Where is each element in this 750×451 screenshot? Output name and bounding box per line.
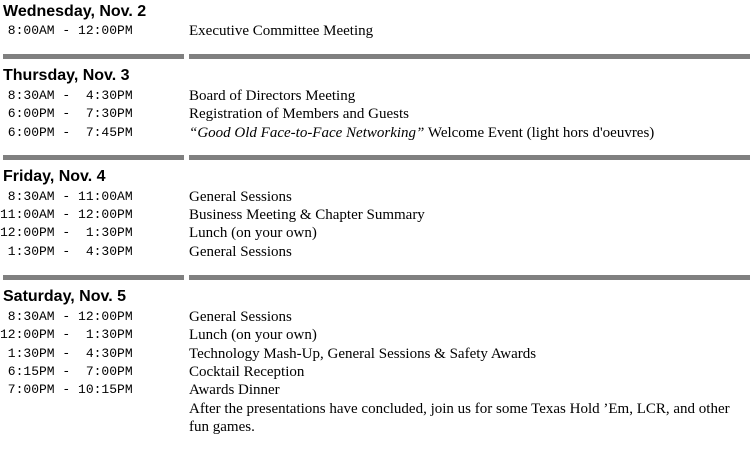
event-title: Cocktail Reception [189, 364, 305, 380]
event-title: Business Meeting & Chapter Summary [189, 207, 425, 223]
time-range: 8:30AM - 12:00PM [0, 309, 133, 324]
time-range: 1:30PM - 4:30PM [0, 244, 133, 259]
event-title: Awards Dinner [189, 382, 280, 398]
event-title: Lunch (on your own) [189, 327, 317, 343]
section-divider-right [189, 54, 750, 59]
day-heading-thursday: Thursday, Nov. 3 [3, 67, 130, 84]
time-range: 6:15PM - 7:00PM [0, 364, 133, 379]
time-range: 8:30AM - 11:00AM [0, 189, 133, 204]
section-divider-left [3, 155, 184, 160]
time-range: 12:00PM - 1:30PM [0, 225, 133, 240]
event-title-italic: “Good Old Face-to-Face Networking” [189, 125, 425, 141]
time-range: 8:00AM - 12:00PM [0, 23, 133, 38]
event-title: General Sessions [189, 309, 292, 325]
event-title: General Sessions [189, 244, 292, 260]
time-range: 11:00AM - 12:00PM [0, 207, 133, 222]
section-divider-left [3, 275, 184, 280]
section-divider-left [3, 54, 184, 59]
time-range: 1:30PM - 4:30PM [0, 346, 133, 361]
day-heading-wednesday: Wednesday, Nov. 2 [3, 3, 147, 20]
time-range: 6:00PM - 7:30PM [0, 106, 133, 121]
event-title: Registration of Members and Guests [189, 106, 409, 122]
event-title: Technology Mash-Up, General Sessions & Safety Awards [189, 346, 537, 362]
event-title: Board of Directors Meeting [189, 88, 356, 104]
time-range: 7:00PM - 10:15PM [0, 382, 133, 397]
section-divider-right [189, 275, 750, 280]
event-note: After the presentations have concluded, join us for some Texas Hold ’Em, LCR, and other fun games. [189, 401, 730, 435]
time-range: 12:00PM - 1:30PM [0, 327, 133, 342]
event-title-rest: Welcome Event (light hors d'oeuvres) [424, 125, 655, 141]
time-range: 6:00PM - 7:45PM [0, 125, 133, 140]
section-divider-right [189, 155, 750, 160]
day-heading-friday: Friday, Nov. 4 [3, 168, 106, 185]
day-heading-saturday: Saturday, Nov. 5 [3, 288, 126, 305]
event-title: Lunch (on your own) [189, 225, 317, 241]
event-title-networking [189, 124, 745, 142]
time-range: 8:30AM - 4:30PM [0, 88, 133, 103]
event-title: General Sessions [189, 189, 292, 205]
event-title: Executive Committee Meeting [189, 23, 374, 39]
